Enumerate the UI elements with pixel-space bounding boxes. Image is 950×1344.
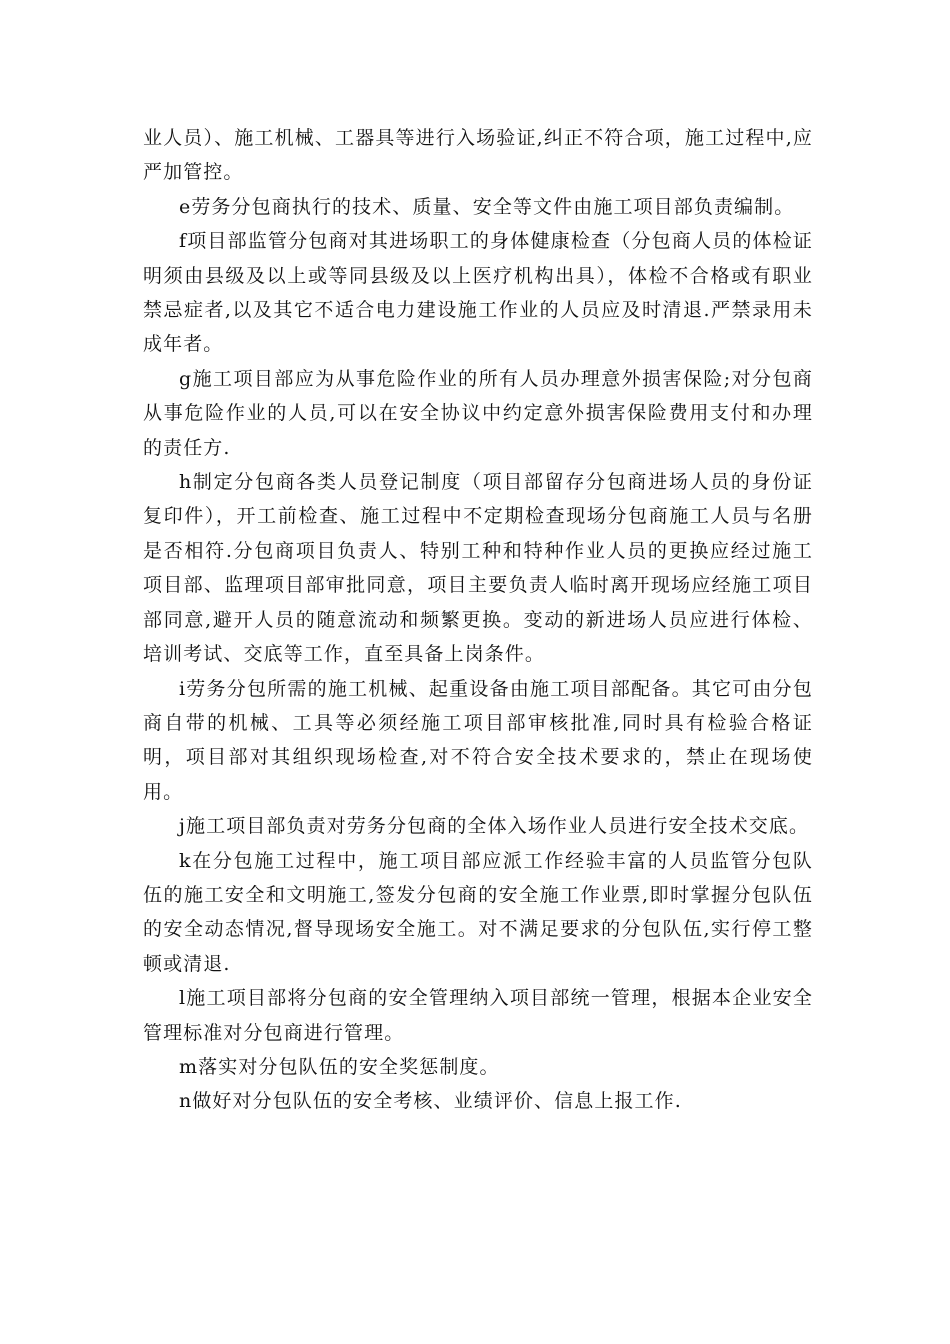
- paragraph-continuation: 业人员）、施工机械、工器具等进行入场验证,纠正不符合项，施工过程中,应严加管控。: [143, 127, 813, 184]
- paragraph-n: n做好对分包队伍的安全考核、业绩评价、信息上报工作.: [179, 1090, 682, 1113]
- paragraph-j: j施工项目部负责对劳务分包商的全体入场作业人员进行安全技术交底。: [179, 815, 810, 838]
- paragraph-f: f项目部监管分包商对其进场职工的身体健康检查（分包商人员的体检证明须由县级及以上或等同县级及以上医疗机构出具），体检不合格或有职业禁忌症者,以及其它不适合电力建设施工作业的人员应及时清退.严禁录用未成年者。: [143, 230, 813, 356]
- paragraph-e: e劳务分包商执行的技术、质量、安全等文件由施工项目部负责编制。: [179, 195, 795, 218]
- paragraph-k: k在分包施工过程中，施工项目部应派工作经验丰富的人员监管分包队伍的施工安全和文明施工,签发分包商的安全施工作业票,即时掌握分包队伍的安全动态情况,督导现场安全施工。对不满足要求的分包队伍,实行停工整顿或清退.: [143, 849, 813, 975]
- paragraph-i: i劳务分包所需的施工机械、起重设备由施工项目部配备。其它可由分包商自带的机械、工具等必须经施工项目部审核批准,同时具有检验合格证明，项目部对其组织现场检查,对不符合安全技术要求的，禁止在现场使用。: [143, 677, 813, 803]
- paragraph-g: g施工项目部应为从事危险作业的所有人员办理意外损害保险;对分包商从事危险作业的人员,可以在安全协议中约定意外损害保险费用支付和办理的责任方.: [143, 367, 813, 459]
- paragraph-l: l施工项目部将分包商的安全管理纳入项目部统一管理，根据本企业安全管理标准对分包商进行管理。: [143, 987, 813, 1044]
- paragraph-h: h制定分包商各类人员登记制度（项目部留存分包商进场人员的身份证复印件），开工前检查、施工过程中不定期检查现场分包商施工人员与名册是否相符.分包商项目负责人、特别工种和特种作业人员的更换应经过施工项目部、监理项目部审批同意，项目主要负责人临时离开现场应经施工项目部同意,避开人员的随意流动和频繁更换。变动的新进场人员应进行体检、培训考试、交底等工作，直至具备上岗条件。: [143, 471, 813, 666]
- paragraph-m: m落实对分包队伍的安全奖惩制度。: [179, 1055, 500, 1078]
- document-body: [143, 121, 813, 1119]
